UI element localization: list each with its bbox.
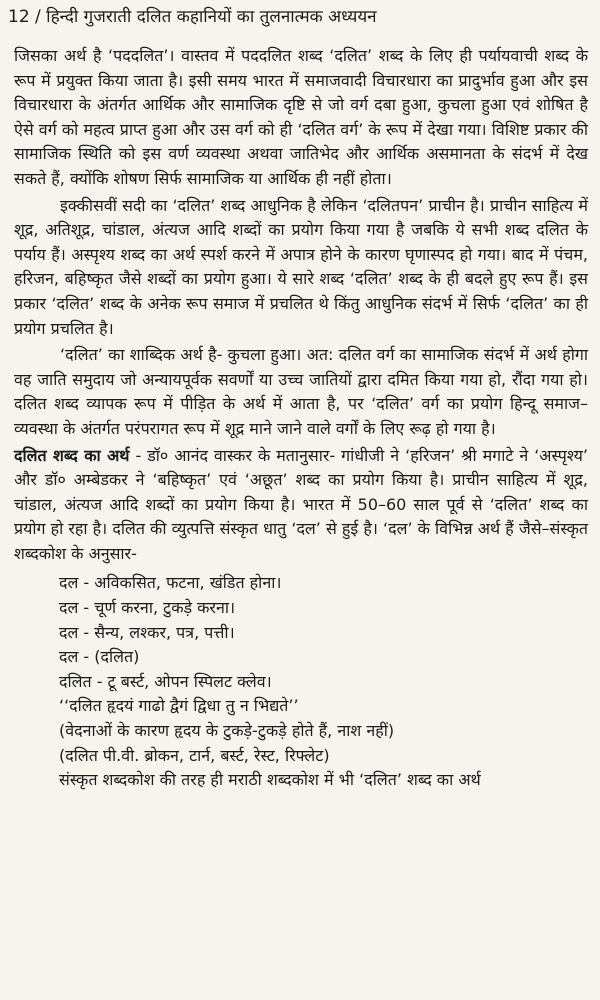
- meaning-item: दल - (दलित): [59, 647, 140, 667]
- verse-line: (वेदनाओं के कारण हृदय के टुकड़े-टुकड़े होते हैं, नाश नहीं): [59, 721, 395, 741]
- section-heading: दलित शब्द का अर्थ: [14, 445, 130, 465]
- paragraph-1: जिसका अर्थ है ‘पददलित’। वास्तव में पददलित शब्द ‘दलित’ शब्द के लिए ही पर्यायवाची शब्द के रूप में प्रयुक्त किया जाता है। इसी समय भारत में समाजवादी विचारधारा का प्रादुर्भाव हुआ और इस विचारधारा के अंतर्गत आर्थिक और सामाजिक दृष्टि से जो वर्ग दबा हुआ, कुचला हुआ एवं शोषित है ऐसे वर्ग को महत्व प्राप्त हुआ और उस वर्ग को ही ‘दलित वर्ग’ के रूप में देखा गया। विशिष्ट प्रकार की सामाजिक स्थिति को इस वर्ण व्यवस्था अथवा जातिभेद और आर्थिक असमानता के संदर्भ में देख सकते हैं, क्योंकि शोषण सिर्फ सामाजिक या आर्थिक ही नहीं होता।: [14, 46, 588, 188]
- meaning-list: [59, 571, 588, 694]
- page-content: [14, 44, 588, 793]
- paragraph-4-text: - डॉ० आनंद वास्कर के मतानुसार- गांधीजी ने ‘हरिजन’ श्री मगाटे ने ‘अस्पृश्य’ और डॉ० अम्बेडकर ने ‘बहिष्कृत’ एवं ‘अछूत’ शब्द का प्रयोग किया है। प्राचीन साहित्य में शूद्र, चांडाल, अंत्यज आदि शब्दों का प्रयोग किया है। भारत में 50–60 साल पूर्व से ‘दलित’ शब्द का प्रयोग हो रहा है। दलित की व्युत्पत्ति संस्कृत धातु ‘दल’ से हुई है। ‘दल’ के विभिन्न अर्थ हैं जैसे–संस्कृत शब्दकोश के अनुसार-: [14, 445, 588, 563]
- paragraph-2: इक्कीसवीं सदी का ‘दलित’ शब्द आधुनिक है लेकिन ‘दलितपन’ प्राचीन है। प्राचीन साहित्य में शूद्र, अतिशूद्र, चांडाल, अंत्यज आदि शब्दों का प्रयोग किया गया है जबकि ये सभी शब्द दलित के पर्याय हैं। अस्पृश्य शब्द का अर्थ स्पर्श करने में अपात्र होने के कारण घृणास्पद हो गया। बाद में पंचम, हरिजन, बहिष्कृत जैसे शब्दों का प्रयोग हुआ। ये सारे शब्द ‘दलित’ शब्द के ही बदले हुए रूप हैं। इस प्रकार ‘दलित’ शब्द के अनेक रूप समाज में प्रचलित थे किंतु आधुनिक संदर्भ में सिर्फ ‘दलित’ का ही प्रयोग प्रचलित है।: [14, 195, 588, 338]
- meaning-item: दल - सैन्य, लश्कर, पत्र, पत्ती।: [59, 622, 235, 642]
- meaning-item: दलित - टू बर्स्ट, ओपन स्पिलट क्लेव।: [59, 671, 272, 691]
- meaning-item: दल - चूर्ण करना, टुकड़े करना।: [59, 598, 236, 618]
- paragraph-4: [14, 444, 588, 567]
- page-header: 12 / हिन्दी गुजराती दलित कहानियों का तुलनात्मक अध्ययन: [8, 7, 377, 27]
- verse-line: (दलित पी.वी. ब्रोकन, टार्न, बर्स्ट, रेस्ट, रिफ्लेट): [59, 745, 330, 765]
- meaning-item: दल - अविकसित, फटना, खंडित होना।: [59, 573, 282, 593]
- verse-block: [59, 694, 588, 768]
- paragraph-3: ‘दलित’ का शाब्दिक अर्थ है- कुचला हुआ। अत: दलित वर्ग का सामाजिक संदर्भ में अर्थ होगा वह जाति समुदाय जो अन्यायपूर्वक सवर्णों या उच्च जातियों द्वारा दमित किया गया हो, रौंदा गया हो। दलित शब्द व्यापक रूप में पीड़ित के अर्थ में आता है, पर ‘दलित’ वर्ग का प्रयोग हिन्दू समाज–व्यवस्था के अंतर्गत परंपरागत रूप में शूद्र माने जाने वाले वर्गों के लिए रूढ़ हो गया है।: [14, 345, 588, 438]
- closing-line: संस्कृत शब्दकोश की तरह ही मराठी शब्दकोश में भी ‘दलित’ शब्द का अर्थ: [59, 770, 481, 790]
- verse-line: ‘‘दलित हृदयं गाढो द्वैगं द्विधा तु न भिद्यते’’: [59, 696, 299, 716]
